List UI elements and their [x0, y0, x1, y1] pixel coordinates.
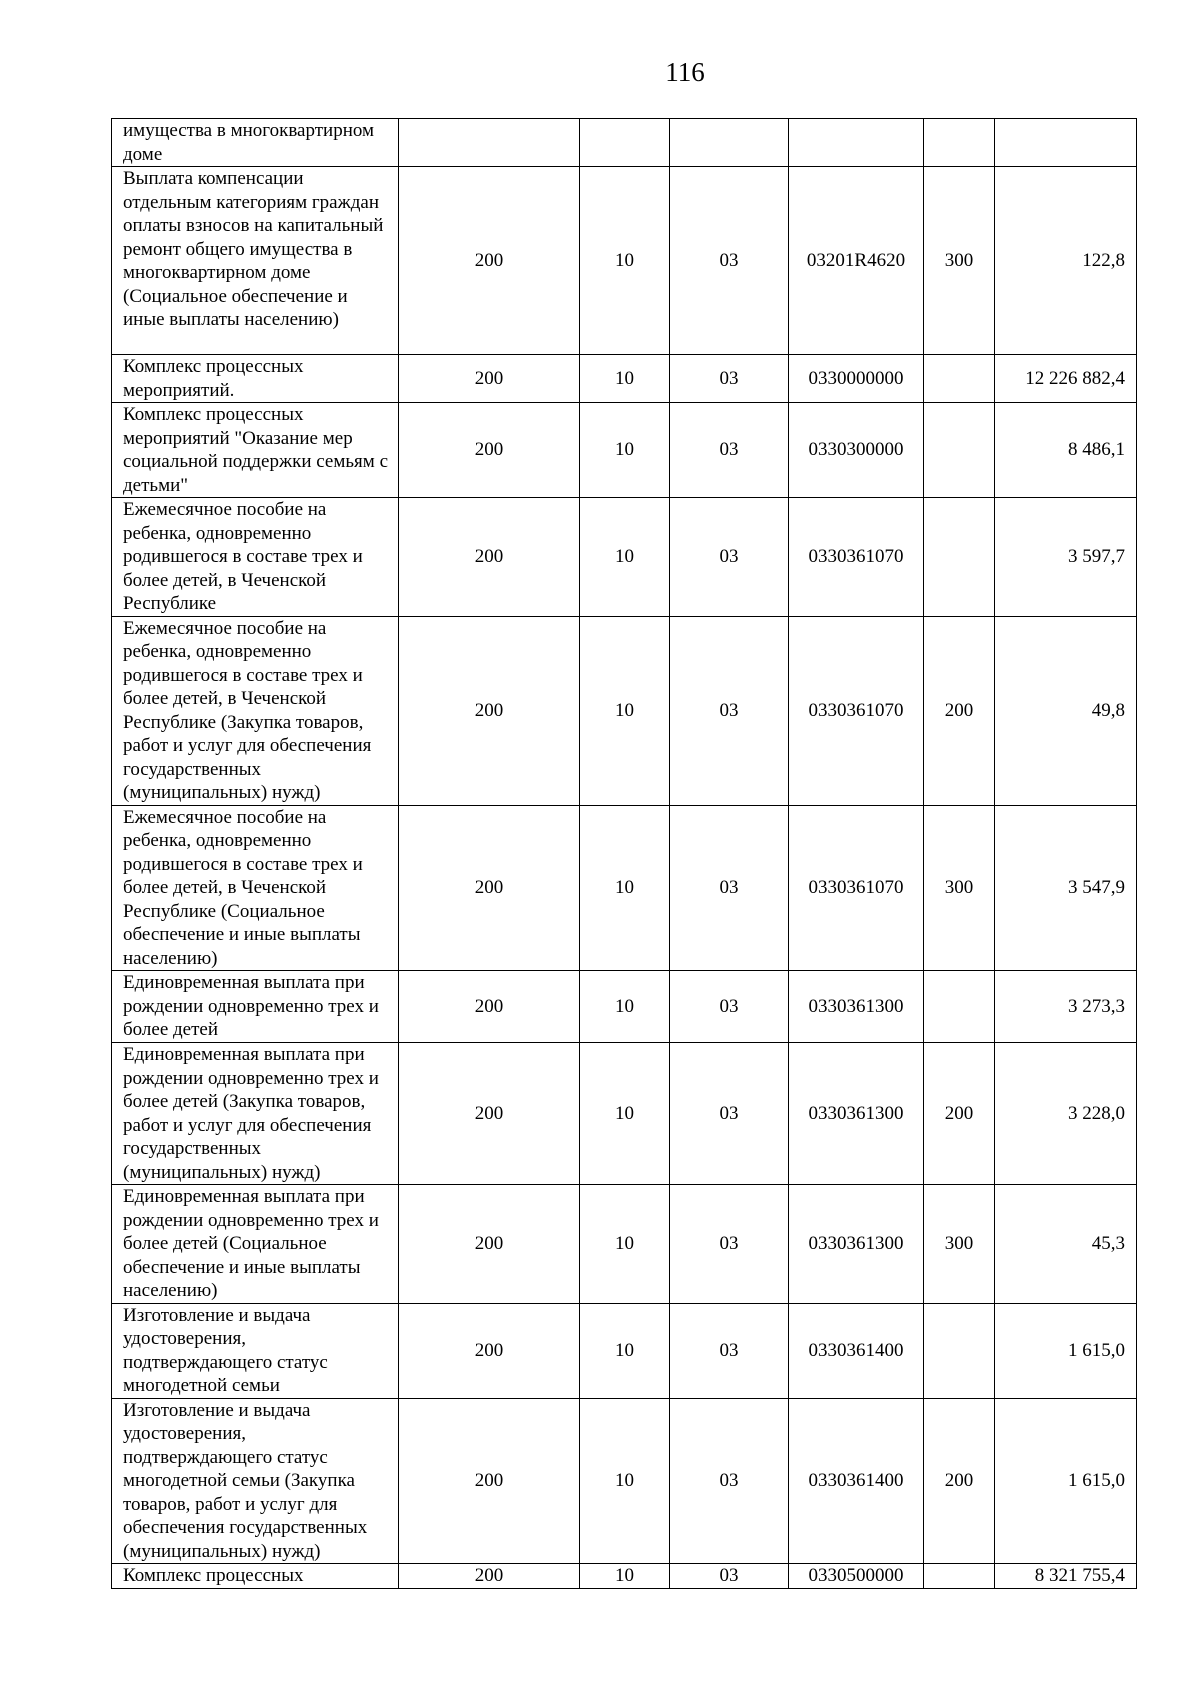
table-row — [112, 1564, 1137, 1589]
pr-cell: 03 — [670, 616, 789, 805]
budget-table — [111, 118, 1137, 1589]
ved-cell — [399, 119, 580, 167]
rz-cell: 10 — [580, 1398, 670, 1564]
csr-cell: 0330361400 — [789, 1303, 924, 1398]
rz-cell: 10 — [580, 355, 670, 403]
row-name-cell: Единовременная выплата при рождении одновременно трех и более детей (Социальное обеспечение и иные выплаты населению) — [112, 1185, 399, 1304]
csr-cell: 0330361070 — [789, 498, 924, 617]
pr-cell: 03 — [670, 1398, 789, 1564]
table-row — [112, 167, 1137, 355]
vr-cell — [924, 403, 995, 498]
pr-cell: 03 — [670, 1185, 789, 1304]
vr-cell: 200 — [924, 1398, 995, 1564]
table-row — [112, 1043, 1137, 1185]
vr-cell: 300 — [924, 167, 995, 355]
rz-cell: 10 — [580, 167, 670, 355]
row-name-cell: Комплекс процессных мероприятий. — [112, 355, 399, 403]
ved-cell: 200 — [399, 1564, 580, 1589]
row-name-cell: имущества в многоквартирном доме — [112, 119, 399, 167]
rz-cell: 10 — [580, 805, 670, 971]
csr-cell: 03201R4620 — [789, 167, 924, 355]
row-name-cell: Единовременная выплата при рождении одновременно трех и более детей (Закупка товаров, работ и услуг для обеспечения государственных (муниципальных) нужд) — [112, 1043, 399, 1185]
ved-cell: 200 — [399, 403, 580, 498]
vr-cell: 300 — [924, 805, 995, 971]
rz-cell: 10 — [580, 616, 670, 805]
csr-cell: 0330361300 — [789, 1043, 924, 1185]
page-number: 116 — [665, 57, 705, 87]
ved-cell: 200 — [399, 498, 580, 617]
ved-cell: 200 — [399, 167, 580, 355]
table-row — [112, 403, 1137, 498]
row-name-cell: Ежемесячное пособие на ребенка, одновременно родившегося в составе трех и более детей, в Чеченской Республике — [112, 498, 399, 617]
table-row — [112, 119, 1137, 167]
row-name-cell: Комплекс процессных мероприятий "Оказание мер социальной поддержки семьям с детьми" — [112, 403, 399, 498]
table-row — [112, 1185, 1137, 1304]
sum-cell: 8 486,1 — [995, 403, 1137, 498]
pr-cell: 03 — [670, 1043, 789, 1185]
csr-cell: 0330361400 — [789, 1398, 924, 1564]
row-name-cell: Ежемесячное пособие на ребенка, одновременно родившегося в составе трех и более детей, в Чеченской Республике (Социальное обеспечение и иные выплаты населению) — [112, 805, 399, 971]
rz-cell: 10 — [580, 1564, 670, 1589]
csr-cell: 0330361070 — [789, 805, 924, 971]
pr-cell: 03 — [670, 355, 789, 403]
pr-cell: 03 — [670, 1303, 789, 1398]
row-name-cell: Ежемесячное пособие на ребенка, одновременно родившегося в составе трех и более детей, в Чеченской Республике (Закупка товаров, работ и услуг для обеспечения государственных (муниципальных) нужд) — [112, 616, 399, 805]
csr-cell: 0330500000 — [789, 1564, 924, 1589]
rz-cell — [580, 119, 670, 167]
ved-cell: 200 — [399, 805, 580, 971]
vr-cell — [924, 119, 995, 167]
row-name-cell: Выплата компенсации отдельным категориям граждан оплаты взносов на капитальный ремонт общего имущества в многоквартирном доме (Социальное обеспечение и иные выплаты населению) — [112, 167, 399, 355]
vr-cell — [924, 355, 995, 403]
row-name-cell: Единовременная выплата при рождении одновременно трех и более детей — [112, 971, 399, 1043]
ved-cell: 200 — [399, 1043, 580, 1185]
csr-cell: 0330000000 — [789, 355, 924, 403]
row-name-cell: Изготовление и выдача удостоверения, подтверждающего статус многодетной семьи — [112, 1303, 399, 1398]
sum-cell: 49,8 — [995, 616, 1137, 805]
csr-cell: 0330300000 — [789, 403, 924, 498]
pr-cell: 03 — [670, 971, 789, 1043]
ved-cell: 200 — [399, 1398, 580, 1564]
pr-cell: 03 — [670, 1564, 789, 1589]
sum-cell: 3 228,0 — [995, 1043, 1137, 1185]
rz-cell: 10 — [580, 498, 670, 617]
rz-cell: 10 — [580, 1043, 670, 1185]
row-name-cell: Комплекс процессных — [112, 1564, 399, 1589]
csr-cell: 0330361300 — [789, 971, 924, 1043]
vr-cell — [924, 498, 995, 617]
ved-cell: 200 — [399, 971, 580, 1043]
sum-cell: 1 615,0 — [995, 1303, 1137, 1398]
sum-cell: 3 597,7 — [995, 498, 1137, 617]
sum-cell: 3 547,9 — [995, 805, 1137, 971]
sum-cell: 8 321 755,4 — [995, 1564, 1137, 1589]
pr-cell: 03 — [670, 403, 789, 498]
ved-cell: 200 — [399, 1303, 580, 1398]
rz-cell: 10 — [580, 1303, 670, 1398]
pr-cell: 03 — [670, 167, 789, 355]
table-row — [112, 971, 1137, 1043]
sum-cell: 3 273,3 — [995, 971, 1137, 1043]
vr-cell: 300 — [924, 1185, 995, 1304]
vr-cell: 200 — [924, 616, 995, 805]
row-name-cell: Изготовление и выдача удостоверения, подтверждающего статус многодетной семьи (Закупка товаров, работ и услуг для обеспечения государственных (муниципальных) нужд) — [112, 1398, 399, 1564]
csr-cell: 0330361300 — [789, 1185, 924, 1304]
table-row — [112, 616, 1137, 805]
vr-cell — [924, 1303, 995, 1398]
table-row — [112, 1303, 1137, 1398]
sum-cell — [995, 119, 1137, 167]
rz-cell: 10 — [580, 403, 670, 498]
sum-cell: 12 226 882,4 — [995, 355, 1137, 403]
table-row — [112, 805, 1137, 971]
csr-cell: 0330361070 — [789, 616, 924, 805]
vr-cell — [924, 1564, 995, 1589]
csr-cell — [789, 119, 924, 167]
rz-cell: 10 — [580, 1185, 670, 1304]
pr-cell — [670, 119, 789, 167]
sum-cell: 45,3 — [995, 1185, 1137, 1304]
table-row — [112, 1398, 1137, 1564]
pr-cell: 03 — [670, 805, 789, 971]
vr-cell: 200 — [924, 1043, 995, 1185]
vr-cell — [924, 971, 995, 1043]
table-row — [112, 355, 1137, 403]
sum-cell: 1 615,0 — [995, 1398, 1137, 1564]
ved-cell: 200 — [399, 355, 580, 403]
pr-cell: 03 — [670, 498, 789, 617]
ved-cell: 200 — [399, 1185, 580, 1304]
sum-cell: 122,8 — [995, 167, 1137, 355]
rz-cell: 10 — [580, 971, 670, 1043]
ved-cell: 200 — [399, 616, 580, 805]
table-row — [112, 498, 1137, 617]
